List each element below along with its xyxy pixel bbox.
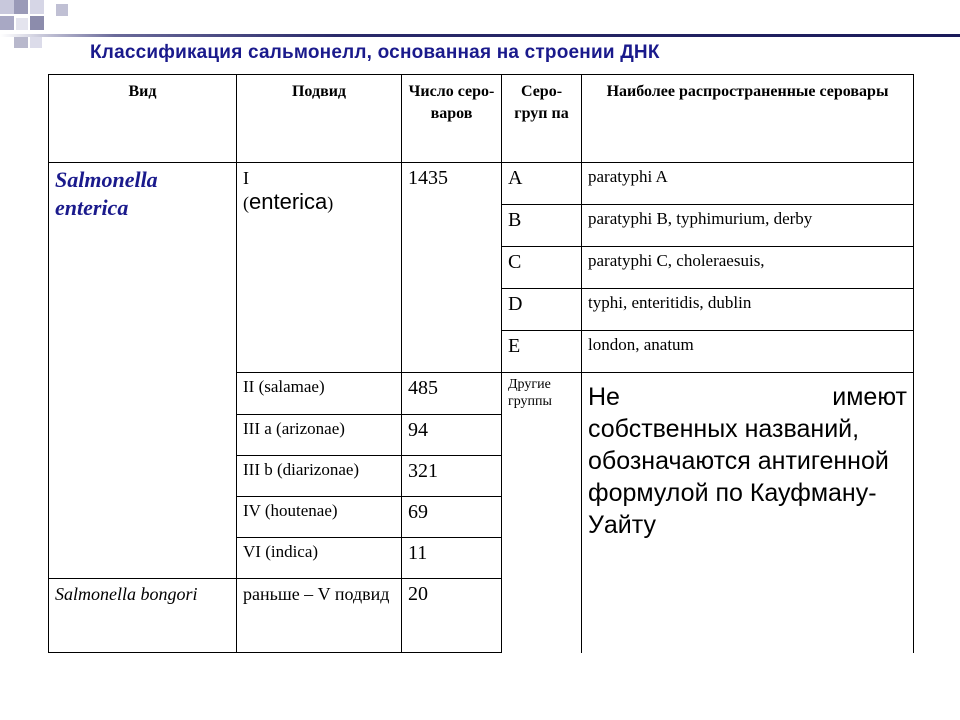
note-word-2: имеют (832, 383, 907, 411)
count-cell: 485 (402, 373, 502, 415)
subspecies-cell: II (salamae) (237, 373, 402, 415)
subspecies-cell: IV (houtenae) (237, 497, 402, 538)
other-groups-cell: Другие группы (502, 373, 582, 653)
serovars-cell: paratyphi C, choleraesuis, (582, 247, 914, 289)
species-enterica: Salmonella enterica (55, 167, 158, 220)
classification-table (48, 74, 914, 653)
group-cell: C (502, 247, 582, 289)
group-cell: A (502, 163, 582, 205)
group-cell: D (502, 289, 582, 331)
serovars-cell: paratyphi B, typhimurium, derby (582, 205, 914, 247)
serovars-cell: paratyphi A (582, 163, 914, 205)
group-cell: E (502, 331, 582, 373)
header-rule (0, 34, 960, 37)
bongori-subspecies: раньше – V подвид (237, 579, 402, 653)
group-cell: B (502, 205, 582, 247)
decor-square (14, 0, 28, 14)
note-text: собственных названий, обозначаются антигенной формулой по Кауфману-Уайту (588, 415, 889, 539)
note-word-1: Не (588, 383, 620, 411)
header-species: Вид (49, 75, 237, 163)
count-cell: 94 (402, 415, 502, 456)
header-common-serovars: Наиболее распространенные серовары (582, 75, 914, 163)
note-cell (582, 373, 914, 653)
subspecies-I-close: ) (327, 193, 334, 213)
count-cell: 69 (402, 497, 502, 538)
header-serogroup: Серо-груп па (502, 75, 582, 163)
decor-square (30, 0, 44, 14)
serovars-cell: typhi, enteritidis, dublin (582, 289, 914, 331)
subspecies-I-cell (237, 163, 402, 373)
decor-square (0, 16, 14, 30)
decor-square (30, 16, 44, 30)
count-I: 1435 (402, 163, 502, 373)
species-bongori: Salmonella bongori (49, 579, 237, 653)
page-title: Классификация сальмонелл, основанная на строении ДНК (90, 42, 660, 63)
decor-square (30, 36, 42, 48)
subspecies-I-name: enterica (249, 189, 328, 214)
decor-square (16, 18, 28, 30)
subspecies-I-open: ( (243, 193, 249, 213)
table-row (49, 163, 914, 205)
subspecies-cell: VI (indica) (237, 538, 402, 579)
note-first-line (588, 381, 907, 413)
count-cell: 11 (402, 538, 502, 579)
subspecies-cell: III a (arizonae) (237, 415, 402, 456)
bongori-count: 20 (402, 579, 502, 653)
subspecies-I-label: I (243, 168, 249, 188)
subspecies-cell: III b (diarizonae) (237, 456, 402, 497)
count-cell: 321 (402, 456, 502, 497)
serovars-cell: london, anatum (582, 331, 914, 373)
table-header-row (49, 75, 914, 163)
decor-square (56, 4, 68, 16)
header-serovar-count: Число серо-варов (402, 75, 502, 163)
header-subspecies: Подвид (237, 75, 402, 163)
decor-square (0, 0, 14, 14)
species-enterica-cell (49, 163, 237, 579)
